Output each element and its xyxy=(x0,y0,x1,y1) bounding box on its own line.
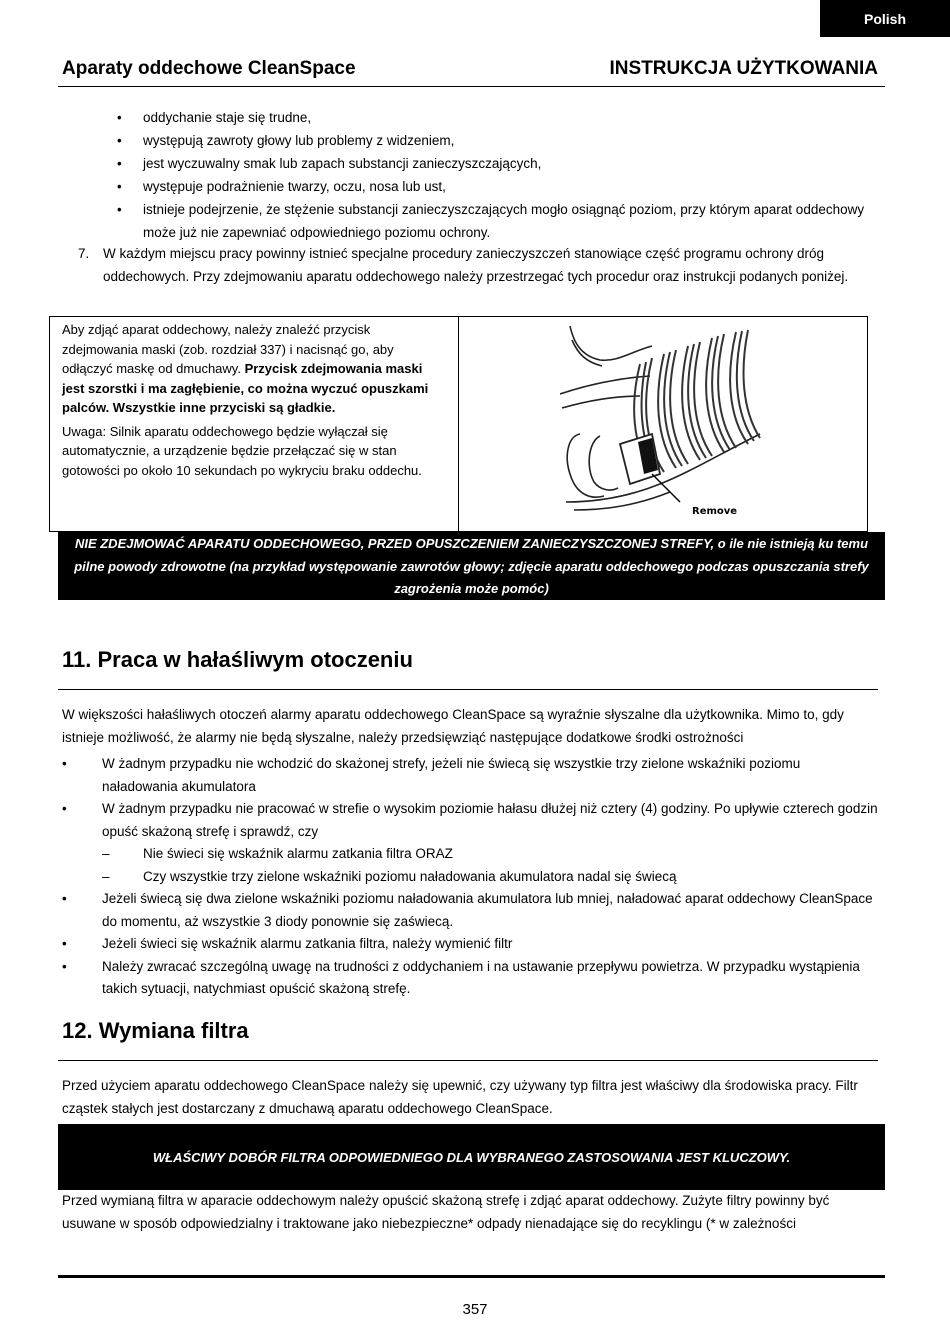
list-item xyxy=(115,198,875,244)
list-item xyxy=(115,152,875,175)
language-tab: Polish xyxy=(820,0,950,37)
remove-instructions-text xyxy=(62,320,440,484)
section-11-intro: W większości hałaśliwych otoczeń alarmy aparatu oddechowego CleanSpace są wyraźnie słyszalne dla użytkownika. Mimo to, gdy istnieje możliwość, że alarmy nie będą słyszalne, należy przedsięwziąć następujące dodatkowe środki ostrożności xyxy=(62,707,844,745)
list-item xyxy=(62,798,878,843)
numbered-item-7 xyxy=(78,242,878,288)
sub-list-item xyxy=(62,866,878,889)
bullet-icon: • xyxy=(117,110,122,125)
header-divider xyxy=(58,86,885,87)
list-item xyxy=(62,933,878,956)
list-item xyxy=(115,106,875,129)
list-item-text: Jeżeli świecą się dwa zielone wskaźniki poziomu naładowania akumulatora lub mniej, naładować aparat oddechowy CleanSpace do momentu, aż wszystkie 3 diody ponownie się zaświecą. xyxy=(102,891,873,929)
list-item-text: W żadnym przypadku nie wchodzić do skażonej strefy, jeżeli nie świecą się wszystkie trzy zielone wskaźniki poziomu naładowania akumulatora xyxy=(102,756,801,794)
bullet-icon: • xyxy=(117,179,122,194)
item-number: 7. xyxy=(78,246,90,261)
remove-text-plain: Aby zdjąć aparat oddechowy, należy znaleźć przycisk zdejmowania maski (zob. rozdział 337) i nacisnąć go, aby odłączyć maskę od dmuchawy. xyxy=(62,322,394,376)
bullet-icon: • xyxy=(117,202,122,217)
bullet-icon: • xyxy=(62,801,67,816)
list-item-text: występuje podrażnienie twarzy, oczu, nosa lub ust, xyxy=(143,179,446,194)
bullet-icon: • xyxy=(62,891,67,906)
list-item xyxy=(115,129,875,152)
standby-note: Uwaga: Silnik aparatu oddechowego będzie wyłączał się automatycznie, a urządzenie będzie przełączać się w stan gotowości po około 10 sekundach po wykryciu braku oddechu. xyxy=(62,423,422,478)
list-item xyxy=(115,175,875,198)
filter-warning-banner: WŁAŚCIWY DOBÓR FILTRA ODPOWIEDNIEGO DLA WYBRANEGO ZASTOSOWANIA JEST KLUCZOWY. xyxy=(58,1124,885,1190)
warning-banner: NIE ZDEJMOWAĆ APARATU ODDECHOWEGO, PRZED OPUSZCZENIEM ZANIECZYSZCZONEJ STREFY, o ile nie istnieją ku temu pilne powody zdrowotne (na przykład występowanie zawrotów głowy; zdjęcie aparatu oddechowego podczas opuszczania strefy zagrożenia może pomóc) xyxy=(58,532,885,600)
page-number: 357 xyxy=(462,1301,488,1318)
section-divider xyxy=(58,1060,878,1061)
list-item-text: występują zawroty głowy lub problemy z widzeniem, xyxy=(143,133,455,148)
remove-label: Remove xyxy=(692,506,738,516)
item-text: W każdym miejscu pracy powinny istnieć specjalne procedury zanieczyszczeń stanowiące część programu ochrony dróg oddechowych. Przy zdejmowaniu aparatu oddechowego należy przestrzegać tych procedur oraz instrukcji podanych poniżej. xyxy=(103,246,849,284)
section-12-body: Przed wymianą filtra w aparacie oddechowym należy opuścić skażoną strefę i zdjąć aparat oddechowy. Zużyte filtry powinny być usuwane w sposób odpowiedzialny i traktowane jako niebezpieczne* odpady nienadające się do recyklingu (* w zależności xyxy=(62,1193,830,1231)
sub-item-text: Nie świeci się wskaźnik alarmu zatkania filtra ORAZ xyxy=(143,846,453,861)
remove-text-bold: Przycisk zdejmowania maski jest szorstki i ma zagłębienie, co można wyczuć opuszkami palców. Wszystkie inne przyciski są gładkie. xyxy=(62,361,429,415)
symptom-list xyxy=(115,106,875,244)
section-divider xyxy=(58,689,878,690)
list-item xyxy=(62,888,878,933)
section-11-heading: 11. Praca w hałaśliwym otoczeniu xyxy=(62,647,413,672)
footer-divider xyxy=(58,1275,885,1278)
section-12-heading: 12. Wymiana filtra xyxy=(62,1018,249,1043)
list-item-text: W żadnym przypadku nie pracować w strefie o wysokim poziomie hałasu dłużej niż cztery (4) godziny. Po upływie czterech godzin opuść skażoną strefę i sprawdź, czy xyxy=(102,801,878,839)
sub-item-text: Czy wszystkie trzy zielone wskaźniki poziomu naładowania akumulatora nadal się świecą xyxy=(143,868,677,884)
list-item-text: istnieje podejrzenie, że stężenie substancji zanieczyszczających mogło osiągnąć poziom, przy którym aparat oddechowy może już nie zapewniać odpowiedniego poziomu ochrony. xyxy=(143,202,865,240)
precautions-list xyxy=(62,753,878,1001)
dash-icon: – xyxy=(102,868,110,884)
list-item-text: jest wyczuwalny smak lub zapach substancji zanieczyszczających, xyxy=(143,156,542,171)
remove-instructions-paragraph xyxy=(62,320,440,418)
remove-button-illustration xyxy=(560,324,765,516)
list-item xyxy=(62,956,878,1001)
list-item-text: oddychanie staje się trudne, xyxy=(143,110,312,125)
bullet-icon: • xyxy=(117,133,122,148)
sub-list-item xyxy=(62,843,878,866)
list-item xyxy=(62,753,878,798)
dash-icon: – xyxy=(102,846,110,861)
bullet-icon: • xyxy=(62,756,67,771)
list-item-text: Należy zwracać szczególną uwagę na trudności z oddychaniem i na ustawanie przepływu powietrza. W przypadku wystąpienia takich sytuacji, natychmiast opuścić skażoną strefę. xyxy=(102,958,860,996)
document-type-title: INSTRUKCJA UŻYTKOWANIA xyxy=(609,58,878,79)
bullet-icon: • xyxy=(62,958,67,974)
bullet-icon: • xyxy=(62,936,67,951)
list-item-text: Jeżeli świeci się wskaźnik alarmu zatkania filtra, należy wymienić filtr xyxy=(102,936,513,951)
bullet-icon: • xyxy=(117,156,122,171)
box-divider xyxy=(458,316,459,532)
section-12-intro: Przed użyciem aparatu oddechowego CleanSpace należy się upewnić, czy używany typ filtra jest właściwy dla środowiska pracy. Filtr cząstek stałych jest dostarczany z dmuchawą aparatu oddechowego CleanSpace. xyxy=(62,1078,858,1116)
document-title: Aparaty oddechowe CleanSpace xyxy=(62,58,356,79)
